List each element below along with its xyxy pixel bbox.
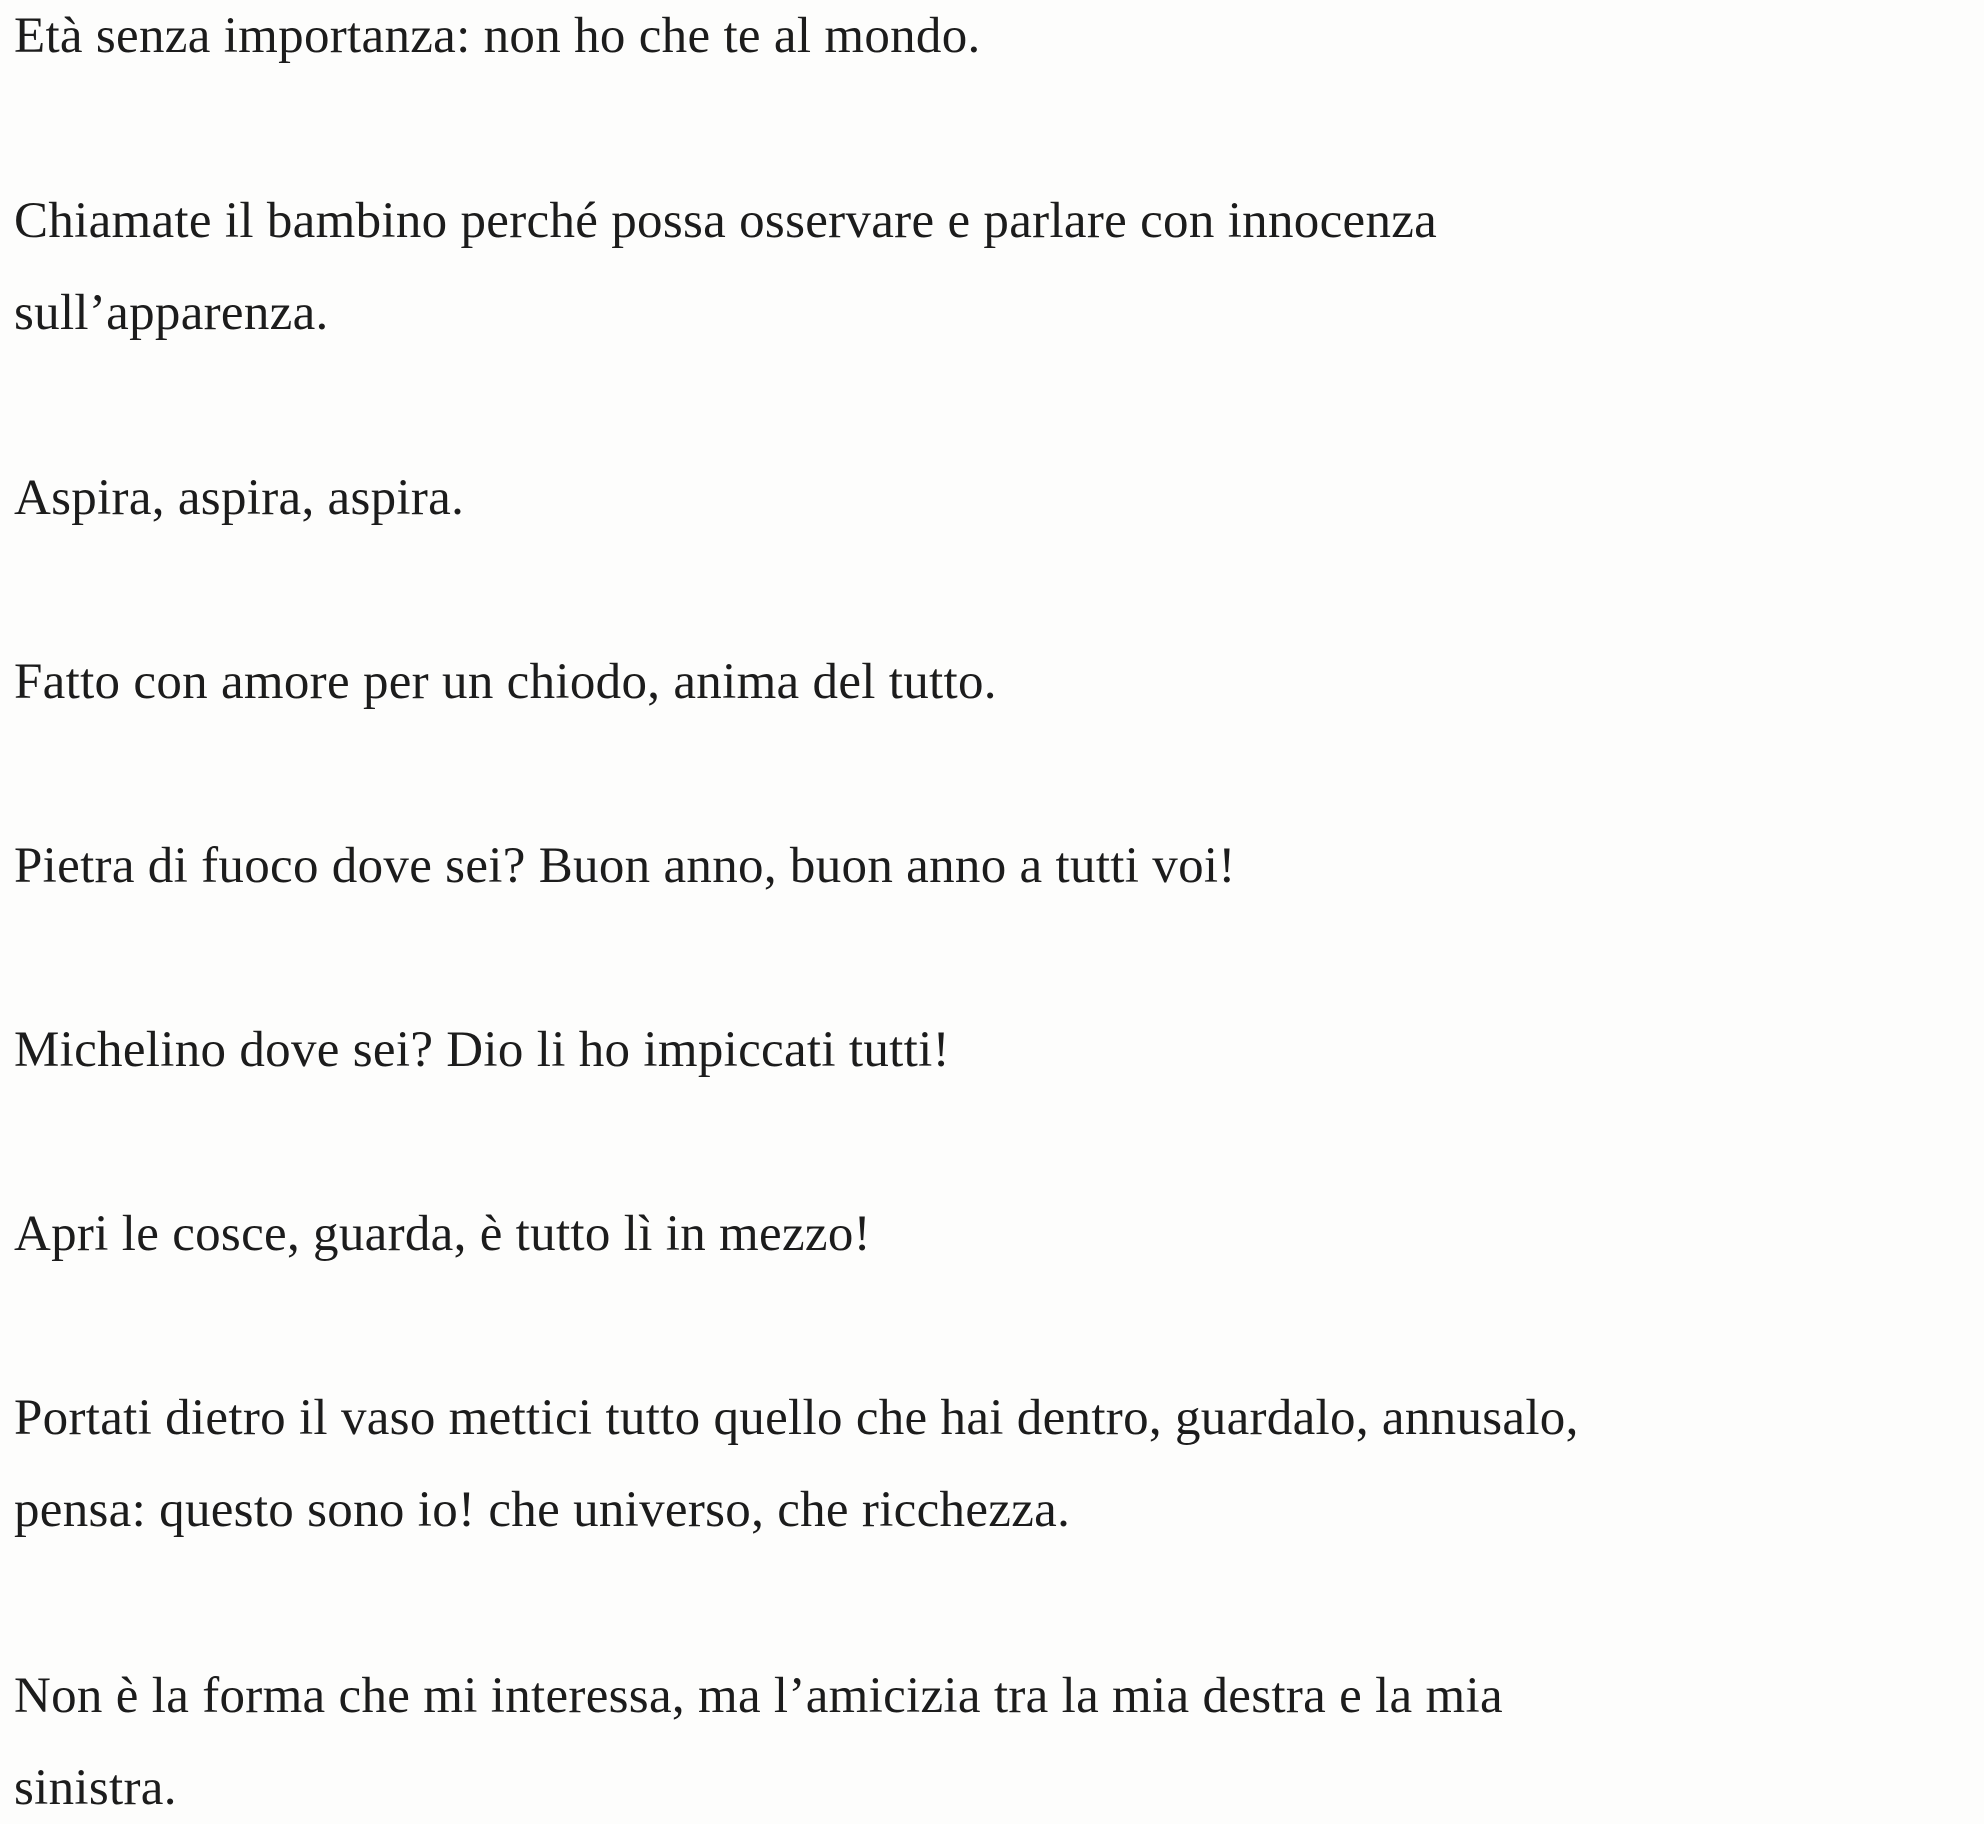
paragraph: Pietra di fuoco dove sei? Buon anno, buon anno a tutti voi!: [14, 838, 1236, 894]
paragraph: Apri le cosce, guarda, è tutto lì in mezzo!: [14, 1206, 871, 1262]
paragraph: Età senza importanza: non ho che te al mondo.: [14, 8, 981, 64]
paragraph: Aspira, aspira, aspira.: [14, 470, 465, 526]
paragraph: Non è la forma che mi interessa, ma l’amicizia tra la mia destra e la mia sinistra.: [14, 1668, 1503, 1816]
paragraph: Michelino dove sei? Dio li ho impiccati tutti!: [14, 1022, 950, 1078]
paragraph: Fatto con amore per un chiodo, anima del tutto.: [14, 654, 997, 710]
paragraph: Portati dietro il vaso mettici tutto quello che hai dentro, guardalo, annusalo, pensa: questo sono io! che universo, che ricchezza.: [14, 1390, 1579, 1538]
paragraph: Chiamate il bambino perché possa osservare e parlare con innocenza sull’apparenza.: [14, 193, 1438, 341]
